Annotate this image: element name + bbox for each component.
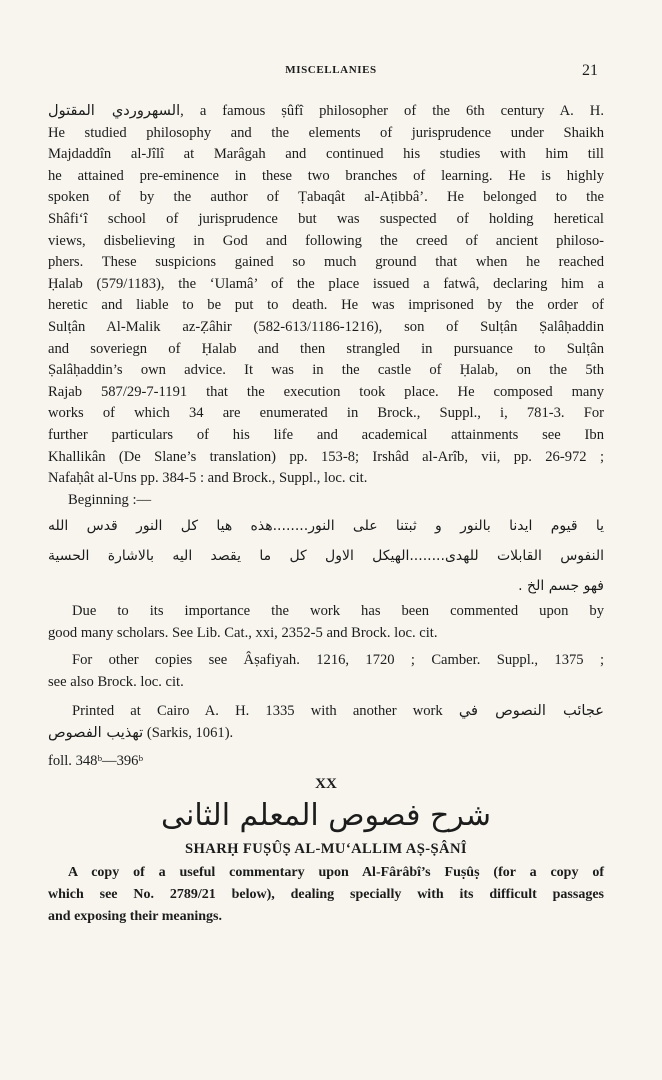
text-line: works of which 34 are enumerated in Brock., Suppl., i, 781-3. For — [48, 405, 604, 422]
folios: foll. 348ᵇ—396ᵇ — [48, 752, 143, 769]
printed-arabic-title: عجائب النصوص في — [458, 701, 604, 719]
entry-arabic-name: السهروردي المقتول — [48, 102, 181, 119]
text-line: further particulars of his life and academical attainments see Ibn — [48, 426, 604, 443]
text-line: heretic and liable to be put to death. He was imprisoned by the order of — [48, 297, 604, 314]
text-line: Rajab 587/29-7-1191 that the execution took place. He composed many — [48, 383, 604, 400]
text-line: spoken of by the author of Ṭabaqât al-Aṭibbâ’. He belonged to the — [48, 189, 604, 206]
text-line: views, disbelieving in God and following the creed of ancient philoso- — [48, 232, 604, 249]
page-header — [0, 62, 662, 82]
entry-first-line-text: , a famous ṣûfî philosopher of the 6th century A. H. — [180, 103, 604, 119]
description-line: and exposing their meanings. — [48, 908, 222, 924]
entry-first-line — [48, 100, 604, 123]
printed-arabic-title-2: تهذيب الفصوص — [48, 724, 144, 742]
description-line: A copy of a useful commentary upon Al-Fârâbî’s Fuṣûṣ (for a copy of — [68, 865, 604, 881]
section-description — [48, 862, 604, 927]
text-line: and soveriegn of Ḥalab and then strangled in pursuance to Sulṭân — [48, 340, 604, 357]
commentary-line: Due to its importance the work has been commented upon by — [72, 603, 604, 620]
running-head: MISCELLANIES — [285, 64, 377, 76]
arabic-section-title: شرح فصوص المعلم الثانى — [161, 798, 491, 834]
arabic-beginning-line: النفوس القابلات للهدى........الهيكل الاول كل ما يقصد اليه بالاشارة الحسية — [48, 548, 604, 565]
beginning-label: Beginning :— — [68, 491, 152, 508]
text-line: Ṣalâḥaddin’s own advice. It was in the castle of Ḥalab, on the 5th — [48, 362, 604, 379]
english-section-title: SHARḤ FUṢÛṢ AL-MU‘ALLIM AṢ-ṢÂNÎ — [184, 841, 467, 858]
copies-line: see also Brock. loc. cit. — [48, 674, 184, 691]
text-line: phers. These suspicions gained so much ground that when he reached — [48, 254, 604, 271]
arabic-beginning-line: فهو جسم الخ . — [518, 578, 604, 595]
text-line: Majdaddîn al-Jîlî at Marâgah and continued his studies with him till — [48, 146, 604, 163]
text-line: Ḥalab (579/1183), the ‘Ulamâ’ of the place issued a fatwâ, declaring him a — [48, 275, 604, 292]
section-number: XX — [315, 776, 337, 793]
printed-reference: (Sarkis, 1061). — [146, 725, 234, 742]
copies-line: For other copies see Âṣafiyah. 1216, 1720 ; Camber. Suppl., 1375 ; — [72, 652, 604, 669]
description-line: which see No. 2789/21 below), dealing specially with its difficult passages — [48, 887, 604, 903]
text-line: Sulṭân Al-Malik az-Ẓâhir (582-613/1186-1216), son of Sulṭân Ṣalâḥaddin — [48, 318, 604, 335]
text-line: He studied philosophy and the elements of jurisprudence under Shaikh — [48, 124, 604, 141]
page-number: 21 — [582, 62, 598, 79]
printed-line-2 — [48, 722, 604, 745]
page-body — [48, 100, 604, 927]
printed-text: Printed at Cairo A. H. 1335 with another work — [72, 702, 443, 719]
text-line: Khallikân (De Slane’s translation) pp. 153-8; Irshâd al-Arîb, vii, pp. 26-972 ; — [48, 448, 604, 465]
commentary-line: good many scholars. See Lib. Cat., xxi, 2352-5 and Brock. loc. cit. — [48, 624, 438, 641]
arabic-beginning-line: يا قيوم ايدنا بالنور و ثبتنا على النور........هذه هيا كل النور قدس الله — [48, 518, 604, 535]
printed-line — [48, 700, 604, 723]
text-line: he attained pre-eminence in these two branches of learning. He is highly — [48, 167, 604, 184]
text-line: Shâfi‘î school of jurisprudence but was suspected of holding heretical — [48, 210, 604, 227]
text-line: Nafaḥât al-Uns pp. 384-5 : and Brock., Suppl., loc. cit. — [48, 470, 368, 487]
